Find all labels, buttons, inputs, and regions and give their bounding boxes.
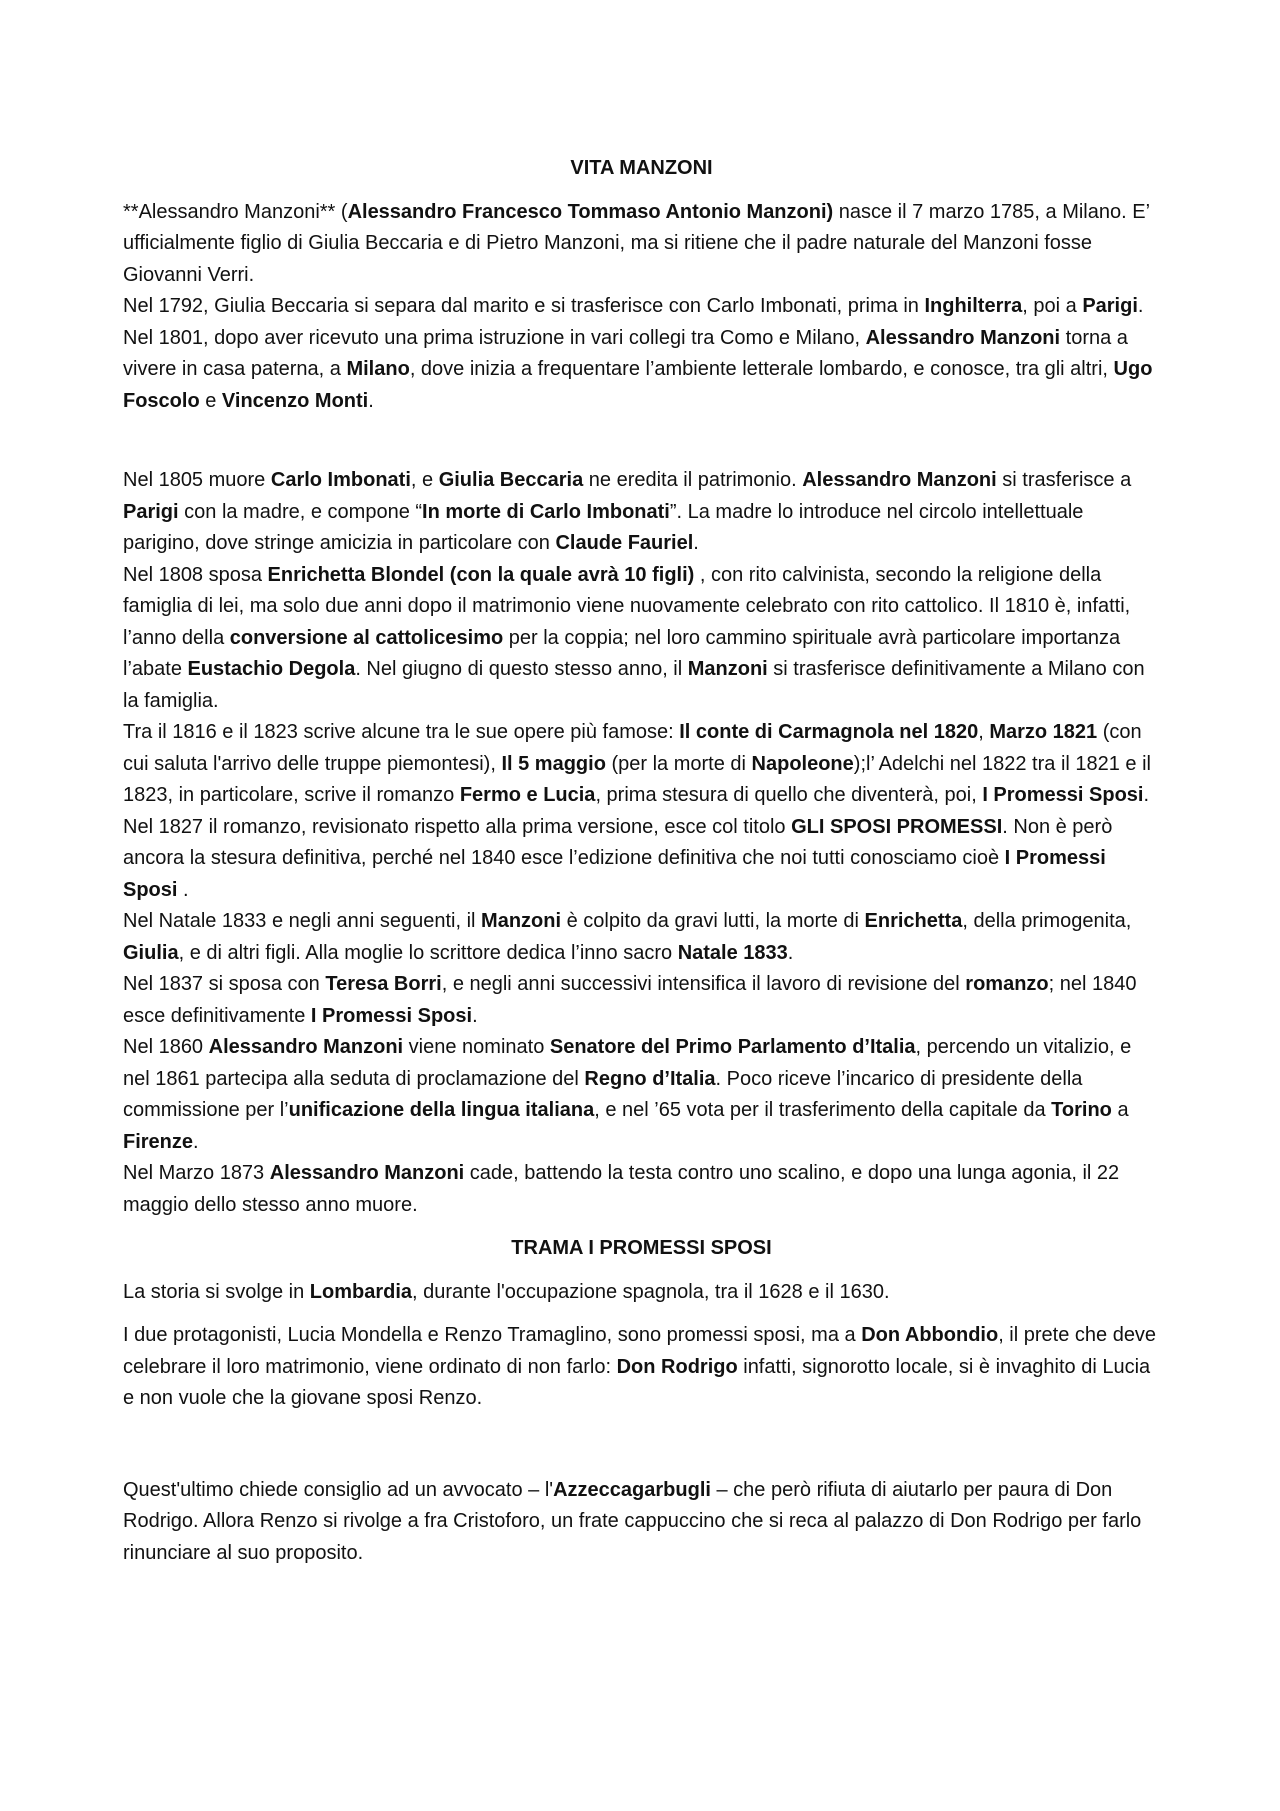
vita-paragraph: Tra il 1816 e il 1823 scrive alcune tra le sue opere più famose: Il conte di Carmagnola nel 1820, Marzo 1821 (con cui saluta l'arrivo delle truppe piemontesi), Il 5 maggio (per la morte di Napoleone);l’ Adelchi nel 1822 tra il 1821 e il 1823, in particolare, scrive il romanzo Fermo e Lucia, prima stesura di quello che diventerà, poi, I Promessi Sposi. <box>123 721 1151 806</box>
bold-text: In morte di Carlo Imbonati <box>422 500 670 523</box>
bold-text: Alessandro Manzoni <box>802 469 997 491</box>
vita-paragraph: Nel Natale 1833 e negli anni seguenti, il Manzoni è colpito da gravi lutti, la morte di Enrichetta, della primogenita, Giulia, e di altri figli. Alla moglie lo scrittore dedica l’inno sacro Natale 1833. <box>123 910 1132 964</box>
paragraph-spacer <box>123 1221 1160 1233</box>
bold-text: Regno d’Italia <box>584 1067 716 1090</box>
vita-paragraph: Nel 1860 Alessandro Manzoni viene nominato Senatore del Primo Parlamento d’Italia, percendo un vitalizio, e nel 1861 partecipa alla seduta di proclamazione del Regno d’Italia. Poco riceve l’incarico di presidente della commissione per l’unificazione della lingua italiana, e nel ’65 vota per il trasferimento della capitale da Torino a Firenze. <box>123 1036 1132 1153</box>
bold-text: Il 5 maggio <box>501 752 606 775</box>
bold-text: Manzoni <box>481 910 562 932</box>
bold-text: Milano <box>346 358 410 380</box>
vita-paragraph: Nel 1808 sposa Enrichetta Blondel (con la quale avrà 10 figli) , con rito calvinista, secondo la religione della famiglia di lei, ma solo due anni dopo il matrimonio viene nuovamente celebrato con rito cattolico. Il 1810 è, infatti, l’anno della conversione al cattolicesimo per la coppia; nel loro cammino spirituale avrà particolare importanza l’abate Eustachio Degola. Nel giugno di questo stesso anno, il Manzoni si trasferisce definitivamente a Milano con la famiglia. <box>123 563 1145 712</box>
bold-text: Inghilterra <box>924 295 1023 317</box>
vita-section-2 <box>123 465 1160 1221</box>
bold-text: Alessandro Francesco Tommaso Antonio Manzoni) <box>347 200 834 223</box>
bold-text: Giulia <box>123 941 179 964</box>
paragraph-spacer <box>123 417 1160 465</box>
vita-paragraph: Nel Marzo 1873 Alessandro Manzoni cade, battendo la testa contro uno scalino, e dopo una lunga agonia, il 22 maggio dello stesso anno muore. <box>123 1162 1120 1216</box>
vita-section-1 <box>123 197 1160 418</box>
bold-text: Marzo 1821 <box>989 721 1098 743</box>
trama-paragraph: I due protagonisti, Lucia Mondella e Renzo Tramaglino, sono promessi sposi, ma a Don Abbondio, il prete che deve celebrare il loro matrimonio, viene ordinato di non farlo: Don Rodrigo infatti, signorotto locale, si è invaghito di Lucia e non vuole che la giovane sposi Renzo. <box>123 1324 1157 1409</box>
vita-paragraph: Nel 1805 muore Carlo Imbonati, e Giulia Beccaria ne eredita il patrimonio. Alessandro Manzoni si trasferisce a Parigi con la madre, e compone “In morte di Carlo Imbonati”. La madre lo introduce nel circolo intellettuale parigino, dove stringe amicizia in particolare con Claude Fauriel. <box>123 469 1132 554</box>
bold-text: Alessandro Manzoni <box>269 1162 465 1184</box>
bold-text: Napoleone <box>751 752 854 775</box>
bold-text: Lombardia <box>309 1280 413 1303</box>
bold-text: I Promessi Sposi <box>982 784 1144 806</box>
bold-text: I Promessi Sposi <box>123 847 1106 901</box>
title-vita-manzoni: VITA MANZONI <box>570 157 713 179</box>
bold-text: Alessandro Manzoni <box>208 1036 404 1058</box>
paragraph-spacer <box>123 1415 1160 1463</box>
bold-text: Don Abbondio <box>861 1324 999 1346</box>
trama-paragraph: Quest'ultimo chiede consiglio ad un avvocato – l'Azzeccagarbugli – che però rifiuta di aiutarlo per paura di Don Rodrigo. Allora Renzo si rivolge a fra Cristoforo, un frate cappuccino che si reca al palazzo di Don Rodrigo per farlo rinunciare al suo proposito. <box>123 1478 1142 1564</box>
trama-paragraph: La storia si svolge in Lombardia, durante l'occupazione spagnola, tra il 1628 e il 1630. <box>123 1280 890 1303</box>
bold-text: Enrichetta Blondel (con la quale avrà 10 figli) <box>267 563 695 586</box>
bold-text: Ugo Foscolo <box>123 358 1153 412</box>
bold-text: Firenze <box>123 1130 194 1153</box>
bold-text: Natale 1833 <box>677 941 788 964</box>
bold-text: Eustachio Degola <box>187 658 356 680</box>
bold-text: Parigi <box>123 500 179 523</box>
bold-text: Claude Fauriel <box>555 532 694 554</box>
bold-text: Parigi <box>1082 295 1138 317</box>
bold-text: romanzo <box>965 973 1049 995</box>
vita-paragraph: Nel 1801, dopo aver ricevuto una prima istruzione in vari collegi tra Como e Milano, Alessandro Manzoni torna a vivere in casa paterna, a Milano, dove inizia a frequentare l’ambiente letterale lombardo, e conosce, tra gli altri, Ugo Foscolo e Vincenzo Monti. <box>123 326 1153 412</box>
bold-text: conversione al cattolicesimo <box>229 626 504 649</box>
bold-text: Senatore del Primo Parlamento d’Italia <box>549 1036 916 1058</box>
paragraph-spacer <box>123 1308 1160 1320</box>
bold-text: Enrichetta <box>864 910 963 932</box>
vita-paragraph: Nel 1792, Giulia Beccaria si separa dal marito e si trasferisce con Carlo Imbonati, prima in Inghilterra, poi a Parigi. <box>123 295 1144 317</box>
bold-text: GLI SPOSI PROMESSI <box>791 815 1003 838</box>
bold-text: Alessandro Manzoni <box>865 326 1061 349</box>
bold-text: I Promessi Sposi <box>310 1004 473 1027</box>
paragraph-spacer <box>123 1463 1160 1475</box>
bold-text: Giulia Beccaria <box>438 469 584 491</box>
bold-text: Torino <box>1051 1099 1112 1121</box>
bold-text: Manzoni <box>687 658 768 680</box>
bold-text: Vincenzo Monti <box>221 389 369 412</box>
bold-text: Fermo e Lucia <box>459 784 596 806</box>
bold-text: Don Rodrigo <box>616 1355 738 1378</box>
bold-text: Teresa Borri <box>325 973 442 995</box>
bold-text: unificazione della lingua italiana <box>288 1099 595 1121</box>
vita-paragraph: **Alessandro Manzoni** (Alessandro Francesco Tommaso Antonio Manzoni) nasce il 7 marzo 1785, a Milano. E’ ufficialmente figlio di Giulia Beccaria e di Pietro Manzoni, ma si ritiene che il padre naturale del Manzoni fosse Giovanni Verri. <box>123 200 1150 286</box>
title-trama: TRAMA I PROMESSI SPOSI <box>511 1237 772 1259</box>
bold-text: Carlo Imbonati <box>270 469 411 491</box>
bold-text: Azzeccagarbugli <box>553 1478 711 1501</box>
vita-paragraph: Nel 1827 il romanzo, revisionato rispetto alla prima versione, esce col titolo GLI SPOSI PROMESSI. Non è però ancora la stesura definitiva, perché nel 1840 esce l’edizione definitiva che noi tutti conosciamo cioè I Promessi Sposi . <box>123 815 1113 901</box>
bold-text: Il conte di Carmagnola nel 1820 <box>679 721 979 743</box>
vita-paragraph: Nel 1837 si sposa con Teresa Borri, e negli anni successivi intensifica il lavoro di revisione del romanzo; nel 1840 esce definitivamente I Promessi Sposi. <box>123 973 1137 1027</box>
